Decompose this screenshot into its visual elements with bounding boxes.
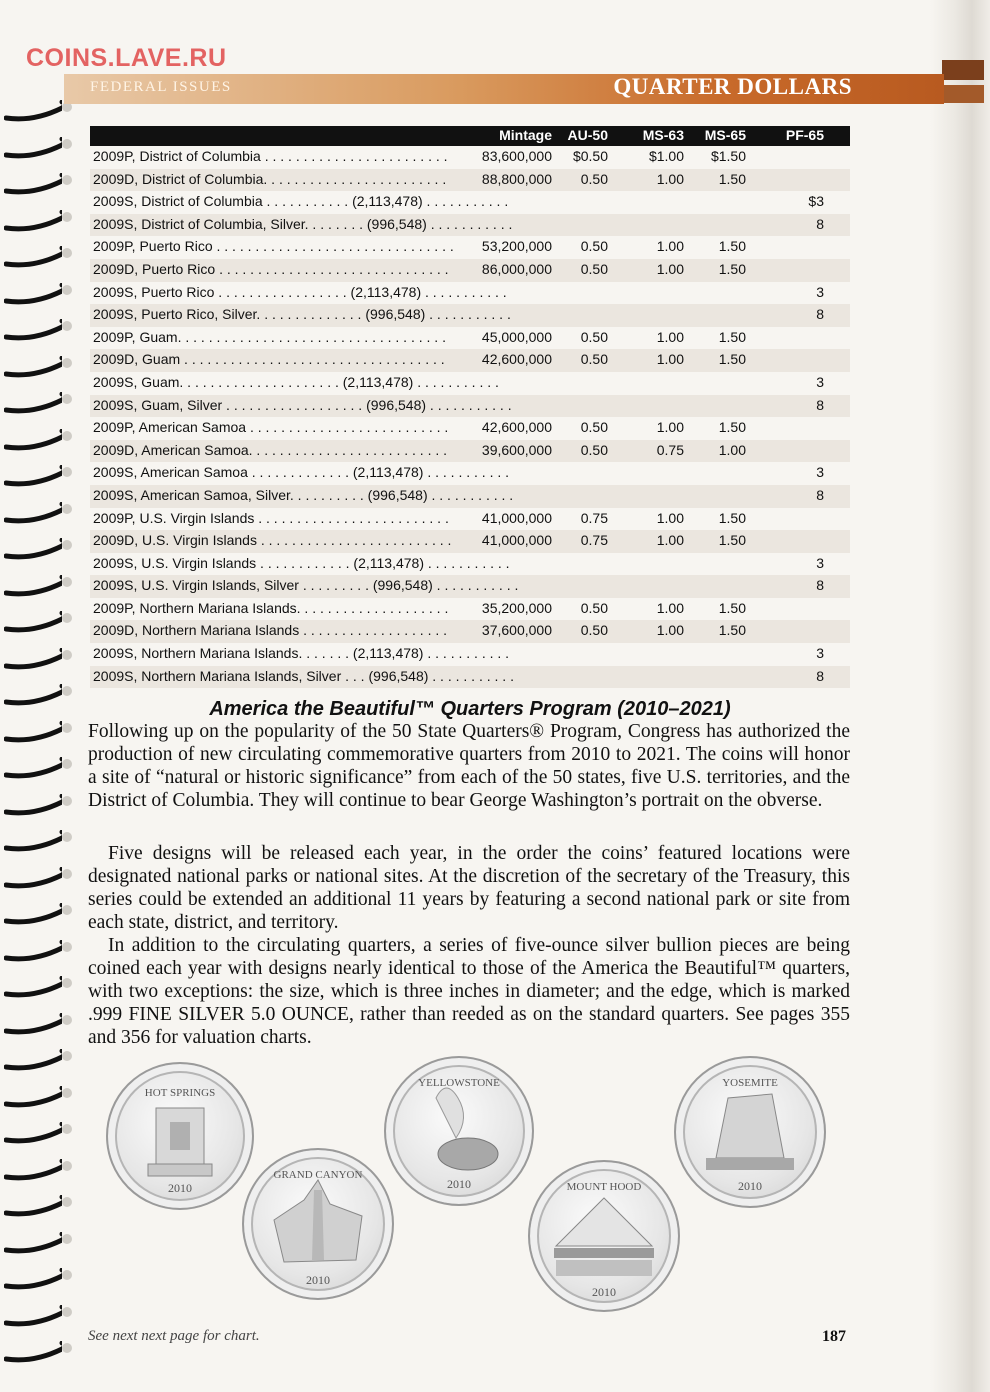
coin-yellowstone: [384, 1056, 534, 1206]
header-section-label: FEDERAL ISSUES: [90, 79, 232, 95]
binding-hole: [62, 1197, 72, 1207]
row-pf65: 8: [816, 667, 824, 684]
table-row: [90, 508, 850, 531]
spiral-ring: [4, 903, 62, 925]
row-ms65: 1.50: [718, 351, 746, 368]
binding-hole: [62, 1270, 72, 1280]
row-mintage: 42,600,000: [481, 419, 552, 436]
row-ms63: 0.75: [656, 441, 684, 458]
row-ms65: 1.50: [718, 532, 746, 549]
spiral-ring: [4, 137, 62, 159]
row-name: 2009S, Northern Mariana Islands. . . . . . . (2,113,478) . . . . . . . . . . .: [93, 645, 510, 662]
header-title: QUARTER DOLLARS: [613, 74, 852, 99]
table-row: [90, 214, 850, 237]
coin-legend: YOSEMITE: [722, 1077, 778, 1089]
spiral-ring: [4, 1049, 62, 1071]
mintage-table: [90, 126, 850, 688]
binding-hole: [62, 1234, 72, 1244]
row-name: 2009S, Northern Mariana Islands, Silver . . . (996,548) . . . . . . . . . . .: [93, 667, 514, 684]
row-name: 2009S, American Samoa . . . . . . . . . . . . . (2,113,478) . . . . . . . . . . .: [93, 464, 510, 481]
coin-grand-canyon: [242, 1148, 394, 1300]
coin-year: 2010: [592, 1285, 616, 1299]
binding-hole: [62, 723, 72, 733]
page-number: 187: [822, 1328, 846, 1345]
row-ms65: 1.50: [718, 328, 746, 345]
paragraph: In addition to the circulating quarters, a series of five-ounce silver bullion pieces are being coined each year with designs nearly identical to those of the America the Beautiful™ quarters, with two exceptions: the size, which is three inches in diameter; and the edge, which is marked .999 FINE SILVER 5.0 OUNCE, rather than reeded as on the standard quarters. See pages 355 and 356 for valuation charts.: [88, 935, 850, 1048]
binding-hole: [62, 212, 72, 222]
row-ms63: 1.00: [656, 599, 684, 616]
row-name: 2009S, Puerto Rico, Silver. . . . . . . . . . . . . . (996,548) . . . . . . . . . . .: [93, 306, 511, 323]
spiral-ring: [4, 1305, 62, 1327]
binding-hole: [62, 577, 72, 587]
row-ms65: 1.50: [718, 599, 746, 616]
row-ms63: 1.00: [656, 532, 684, 549]
table-row: [90, 643, 850, 666]
row-mintage: 83,600,000: [481, 148, 552, 164]
row-name: 2009S, Puerto Rico . . . . . . . . . . . . . . . . . (2,113,478) . . . . . . . . . . .: [93, 283, 507, 300]
col-mintage: Mintage: [499, 127, 552, 143]
row-pf65: 3: [816, 373, 824, 390]
table-row: [90, 598, 850, 621]
coin-yosemite-art: [676, 1058, 824, 1206]
row-pf65: 3: [816, 283, 824, 300]
row-name: 2009D, U.S. Virgin Islands . . . . . . . . . . . . . . . . . . . . . . . . .: [93, 532, 452, 549]
row-name: 2009D, Northern Mariana Islands . . . . . . . . . . . . . . . . . . .: [93, 622, 448, 639]
row-au50: 0.50: [580, 622, 608, 639]
spiral-ring: [4, 684, 62, 706]
table-row: [90, 304, 850, 327]
row-pf65: 8: [816, 215, 824, 232]
row-au50: 0.50: [580, 328, 608, 345]
spiral-ring: [4, 1013, 62, 1035]
binding-hole: [62, 358, 72, 368]
row-mintage: 41,000,000: [481, 509, 552, 526]
table-row: [90, 191, 850, 214]
row-ms65: 1.50: [718, 509, 746, 526]
col-pf65: PF-65: [785, 127, 824, 143]
row-ms65: 1.50: [718, 238, 746, 255]
edge-tab: [942, 85, 984, 103]
spiral-ring: [4, 721, 62, 743]
coin-mount-hood: [528, 1160, 680, 1312]
binding-hole: [62, 905, 72, 915]
table-row: [90, 575, 850, 598]
binding-hole: [62, 759, 72, 769]
row-pf65: 8: [816, 486, 824, 503]
table-row: [90, 620, 850, 643]
row-name: 2009S, District of Columbia . . . . . . . . . . . (2,113,478) . . . . . . . . . . .: [93, 193, 509, 210]
table-row: [90, 236, 850, 259]
row-mintage: 45,000,000: [481, 328, 552, 345]
binding-hole: [62, 1015, 72, 1025]
row-ms65: 1.50: [718, 622, 746, 639]
row-au50: 0.50: [580, 441, 608, 458]
spiral-ring: [4, 1341, 62, 1363]
spiral-ring: [4, 1122, 62, 1144]
binding-hole: [62, 1343, 72, 1353]
binding-hole: [62, 1307, 72, 1317]
row-pf65: 8: [816, 306, 824, 323]
row-name: 2009P, American Samoa . . . . . . . . . . . . . . . . . . . . . . . . . .: [93, 419, 449, 436]
coin-legend: GRAND CANYON: [273, 1169, 363, 1181]
spiral-ring: [4, 173, 62, 195]
binding-hole: [62, 504, 72, 514]
row-mintage: 88,800,000: [481, 170, 552, 187]
spiral-ring: [4, 392, 62, 414]
row-ms63: 1.00: [656, 622, 684, 639]
binding-hole: [62, 431, 72, 441]
table-row: [90, 349, 850, 372]
row-ms63: $1.00: [648, 148, 684, 164]
binding-hole: [62, 869, 72, 879]
edge-tab: [942, 60, 984, 80]
row-au50: 0.50: [580, 599, 608, 616]
spiral-ring: [4, 611, 62, 633]
binding-hole: [62, 139, 72, 149]
row-pf65: $3: [808, 193, 824, 210]
row-name: 2009D, Puerto Rico . . . . . . . . . . . . . . . . . . . . . . . . . . . . . .: [93, 260, 449, 277]
row-name: 2009S, U.S. Virgin Islands . . . . . . . . . . . . (2,113,478) . . . . . . . . . . .: [93, 554, 510, 571]
spiral-ring: [4, 429, 62, 451]
coin-year: 2010: [738, 1179, 762, 1193]
coin-hot-springs-art: [108, 1064, 252, 1208]
spiral-ring: [4, 757, 62, 779]
row-name: 2009S, American Samoa, Silver. . . . . . . . . . (996,548) . . . . . . . . . . .: [93, 486, 514, 503]
row-au50: 0.75: [580, 532, 608, 549]
spiral-binding: [0, 100, 70, 1390]
spiral-ring: [4, 1086, 62, 1108]
table-row: [90, 462, 850, 485]
row-name: 2009S, U.S. Virgin Islands, Silver . . . . . . . . . (996,548) . . . . . . . . . . .: [93, 577, 519, 594]
spiral-ring: [4, 246, 62, 268]
table-row: [90, 282, 850, 305]
row-au50: 0.50: [580, 351, 608, 368]
binding-hole: [62, 540, 72, 550]
coin-legend: MOUNT HOOD: [566, 1181, 642, 1193]
binding-hole: [62, 285, 72, 295]
col-au50: AU-50: [567, 127, 608, 143]
row-ms63: 1.00: [656, 170, 684, 187]
row-mintage: 35,200,000: [481, 599, 552, 616]
spiral-ring: [4, 100, 62, 122]
row-pf65: 8: [816, 396, 824, 413]
row-mintage: 39,600,000: [481, 441, 552, 458]
table-header: [90, 126, 850, 146]
spiral-ring: [4, 794, 62, 816]
row-ms63: 1.00: [656, 351, 684, 368]
row-name: 2009P, U.S. Virgin Islands . . . . . . . . . . . . . . . . . . . . . . . . .: [93, 509, 449, 526]
row-name: 2009P, Northern Mariana Islands. . . . . . . . . . . . . . . . . . . .: [93, 599, 449, 616]
row-mintage: 42,600,000: [481, 351, 552, 368]
binding-hole: [62, 1161, 72, 1171]
section-title: America the Beautiful™ Quarters Program (2010–2021): [209, 698, 731, 720]
footer-note: See next next page for chart.: [88, 1328, 260, 1344]
row-name: 2009S, Guam, Silver . . . . . . . . . . . . . . . . . . (996,548) . . . . . . . . . . .: [93, 396, 512, 413]
row-pf65: 3: [816, 464, 824, 481]
spiral-ring: [4, 283, 62, 305]
spiral-ring: [4, 1159, 62, 1181]
coin-yellowstone-art: [386, 1058, 532, 1204]
coin-year: 2010: [447, 1177, 471, 1191]
spiral-ring: [4, 1268, 62, 1290]
binding-hole: [62, 942, 72, 952]
spiral-ring: [4, 465, 62, 487]
row-name: 2009D, American Samoa. . . . . . . . . . . . . . . . . . . . . . . . . .: [93, 441, 448, 458]
spiral-ring: [4, 830, 62, 852]
row-pf65: 3: [816, 554, 824, 571]
col-ms63: MS-63: [642, 127, 684, 143]
row-name: 2009D, District of Columbia. . . . . . . . . . . . . . . . . . . . . . . .: [93, 170, 447, 187]
table-row: [90, 395, 850, 418]
row-name: 2009S, District of Columbia, Silver. . . . . . . . (996,548) . . . . . . . . . . .: [93, 215, 513, 232]
row-mintage: 37,600,000: [481, 622, 552, 639]
spiral-ring: [4, 356, 62, 378]
row-mintage: 41,000,000: [481, 532, 552, 549]
spiral-ring: [4, 940, 62, 962]
table-row: [90, 485, 850, 508]
spiral-ring: [4, 319, 62, 341]
binding-hole: [62, 321, 72, 331]
table-row: [90, 327, 850, 350]
row-mintage: 86,000,000: [481, 260, 552, 277]
binding-hole: [62, 832, 72, 842]
table-row: [90, 146, 850, 169]
coin-hot-springs: [106, 1062, 254, 1210]
binding-hole: [62, 686, 72, 696]
binding-hole: [62, 1051, 72, 1061]
row-au50: $0.50: [572, 148, 608, 164]
table-row: [90, 372, 850, 395]
row-pf65: 8: [816, 577, 824, 594]
binding-hole: [62, 650, 72, 660]
binding-hole: [62, 394, 72, 404]
row-name: 2009D, Guam . . . . . . . . . . . . . . . . . . . . . . . . . . . . . . . . . .: [93, 351, 445, 368]
spiral-ring: [4, 867, 62, 889]
row-ms65: 1.00: [718, 441, 746, 458]
coin-year: 2010: [306, 1273, 330, 1287]
row-au50: 0.50: [580, 238, 608, 255]
spiral-ring: [4, 1232, 62, 1254]
row-name: 2009P, Guam. . . . . . . . . . . . . . . . . . . . . . . . . . . . . . . . . . .: [93, 328, 446, 345]
coin-legend: YELLOWSTONE: [418, 1077, 500, 1089]
page-header: [64, 74, 944, 104]
row-ms65: 1.50: [718, 419, 746, 436]
row-mintage: 53,200,000: [481, 238, 552, 255]
coin-yosemite: [674, 1056, 826, 1208]
row-au50: 0.50: [580, 260, 608, 277]
coin-mount-hood-art: [530, 1162, 678, 1310]
table-row: [90, 169, 850, 192]
spiral-ring: [4, 648, 62, 670]
row-ms65: 1.50: [718, 260, 746, 277]
table-row: [90, 417, 850, 440]
row-au50: 0.75: [580, 509, 608, 526]
col-ms65: MS-65: [704, 127, 746, 143]
spiral-ring: [4, 575, 62, 597]
table-body: [90, 146, 850, 688]
page-stack-edge: [930, 0, 990, 1392]
watermark: COINS.LAVE.RU: [26, 44, 227, 72]
row-name: 2009S, Guam. . . . . . . . . . . . . . . . . . . . . (2,113,478) . . . . . . . . . . .: [93, 373, 499, 390]
row-ms65: 1.50: [718, 170, 746, 187]
paragraph: Following up on the popularity of the 50 State Quarters® Program, Congress has authorized the production of new circulating commemorative quarters from 2010 to 2021. The coins will honor a site of “natural or historic significance” from each of the 50 states, five U.S. territories, and the District of Columbia. They will continue to bear George Washington’s portrait on the obverse.: [88, 721, 850, 811]
table-row: [90, 666, 850, 689]
spiral-ring: [4, 976, 62, 998]
row-au50: 0.50: [580, 419, 608, 436]
binding-hole: [62, 175, 72, 185]
binding-hole: [62, 796, 72, 806]
row-pf65: 3: [816, 645, 824, 662]
row-name: 2009P, Puerto Rico . . . . . . . . . . . . . . . . . . . . . . . . . . . . . . .: [93, 238, 454, 255]
binding-hole: [62, 613, 72, 623]
table-row: [90, 259, 850, 282]
binding-hole: [62, 1124, 72, 1134]
binding-hole: [62, 467, 72, 477]
binding-hole: [62, 978, 72, 988]
row-ms65: $1.50: [710, 148, 746, 164]
table-row: [90, 440, 850, 463]
row-ms63: 1.00: [656, 419, 684, 436]
row-au50: 0.50: [580, 170, 608, 187]
spiral-ring: [4, 538, 62, 560]
table-row: [90, 553, 850, 576]
coin-grand-canyon-art: [244, 1150, 392, 1298]
row-ms63: 1.00: [656, 509, 684, 526]
binding-hole: [62, 248, 72, 258]
coin-legend: HOT SPRINGS: [144, 1087, 216, 1099]
spiral-ring: [4, 210, 62, 232]
row-name: 2009P, District of Columbia . . . . . . . . . . . . . . . . . . . . . . . .: [93, 148, 448, 164]
paragraph: Five designs will be released each year, in the order the coins’ featured locations were designated national parks or national sites. At the discretion of the secretary of the Treasury, this series could be extended an additional 11 years by featuring a second national park or site from each state, district, and territory.: [88, 843, 850, 933]
table-row: [90, 530, 850, 553]
spiral-ring: [4, 502, 62, 524]
row-ms63: 1.00: [656, 238, 684, 255]
row-ms63: 1.00: [656, 260, 684, 277]
binding-hole: [62, 1088, 72, 1098]
spiral-ring: [4, 1195, 62, 1217]
row-ms63: 1.00: [656, 328, 684, 345]
coin-year: 2010: [168, 1181, 192, 1195]
